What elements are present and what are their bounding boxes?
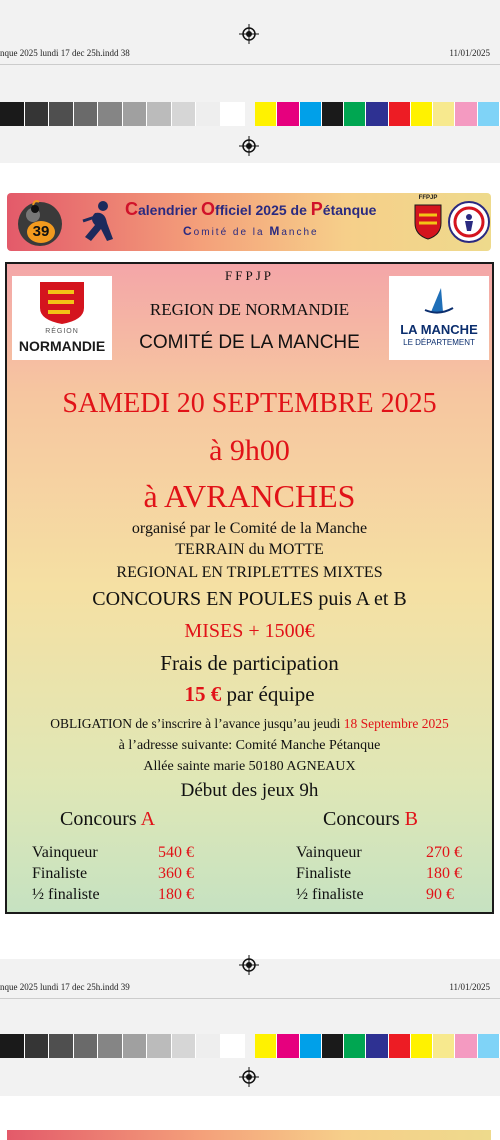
registration-mark-icon [239,136,259,156]
color-swatch [300,1034,322,1058]
gray-swatch [98,1034,123,1058]
prize-value: 540 € [158,844,194,861]
title-initial: C [183,224,194,238]
prize-value: 90 € [426,886,454,903]
logo-manche-small: LE DÉPARTEMENT [403,338,475,347]
tournament-poster [5,262,494,914]
color-swatch [277,1034,299,1058]
organizer-line: organisé par le Comité de la Manche [131,520,368,537]
calendar-header-banner [7,193,491,251]
gray-swatch [147,102,172,126]
gray-swatch [196,1034,221,1058]
address-intro: à l’adresse suivante: Comité Manche Pétanque [118,738,381,753]
registration-mark-icon [239,24,259,44]
title-text: omité de la [193,227,270,238]
color-swatch [366,1034,388,1058]
gray-swatch [49,102,74,126]
color-swatch [344,102,366,126]
concours-a-letter: A [140,808,156,830]
event-time: à 9h00 [209,434,290,467]
logo-region-big: NORMANDIE [18,338,106,354]
prize-label: Finaliste [296,865,352,882]
prize-label: Vainqueur [32,844,98,861]
color-swatch [433,102,455,126]
region-name: REGION DE NORMANDIE [149,300,350,319]
petanque-emblem-icon [447,199,491,245]
color-swatch [455,1034,477,1058]
address-line: Allée sainte marie 50180 AGNEAUX [143,759,356,774]
title-text: étanque [322,202,377,218]
gray-swatch [221,102,246,126]
gray-swatch [98,102,123,126]
title-initial: O [201,199,216,219]
concours-b-letter: B [404,808,419,830]
document-page [0,163,500,959]
fee-unit: par équipe [221,682,315,706]
slug-date-top: 11/01/2025 [449,48,490,58]
color-swatch [411,102,433,126]
color-swatch [478,102,500,126]
gray-swatch [123,1034,148,1058]
gray-swatch [221,1034,246,1058]
slug-file-bottom: nque 2025 lundi 17 dec 25h.indd 39 [0,982,130,992]
start-time: Début des jeux 9h [180,780,319,801]
obligation-line [7,716,492,732]
la-manche-logo [389,276,489,360]
color-swatch [389,1034,411,1058]
concours-a-title [60,808,155,831]
color-bar-bottom [0,1034,500,1058]
calendar-subtitle [183,224,319,238]
trim-line [0,998,500,999]
slug-date-bottom: 11/01/2025 [449,982,490,992]
color-swatch [300,102,322,126]
gray-swatch [0,1034,25,1058]
committee-name: COMITÉ DE LA MANCHE [139,332,360,353]
obligation-date: 18 Septembre 2025 [343,716,449,731]
gray-swatch [74,102,99,126]
format-line: CONCOURS EN POULES puis A et B [92,588,407,610]
event-date: SAMEDI 20 SEPTEMBRE 2025 [62,388,437,419]
prize-label: ½ finaliste [32,886,100,903]
calendar-title [125,199,376,220]
prize-value: 360 € [158,865,194,882]
title-text: fficiel 2025 de [215,202,311,218]
regional-line: REGIONAL EN TRIPLETTES MIXTES [116,564,383,581]
color-swatch [322,102,344,126]
gray-swatch [172,1034,197,1058]
gray-swatch [0,102,25,126]
title-text: alendrier [138,202,202,218]
gray-swatch [123,102,148,126]
registration-mark-icon [239,955,259,975]
gray-swatch [49,1034,74,1058]
prize-label: ½ finaliste [296,886,364,903]
prize-label: Finaliste [32,865,88,882]
prize-value: 180 € [426,865,462,882]
title-initial: M [269,224,282,238]
fee-label: Frais de participation [160,651,339,675]
next-page-strip [0,1096,500,1140]
swatch-gap [245,102,255,126]
concours-b-title [323,808,418,831]
fee-amount: 15 € [184,682,222,706]
gray-swatch [172,102,197,126]
slug-file-top: nque 2025 lundi 17 dec 25h.indd 38 [0,48,130,58]
player-silhouette-icon [75,199,121,247]
mises-line: MISES + 1500€ [184,620,315,642]
sail-icon [423,284,455,316]
color-swatch [322,1034,344,1058]
next-page-header-banner [7,1130,491,1140]
trim-line [0,64,500,65]
title-initial: C [125,199,138,219]
title-text: anche [281,227,319,238]
logo-region-small: RÉGION [45,328,79,335]
gray-swatch [25,1034,50,1058]
gray-swatch [147,1034,172,1058]
prize-value: 270 € [426,844,462,861]
logo-manche-big: LA MANCHE [400,322,478,337]
ffpjp-label: FFPJP [418,195,438,201]
normandie-lions-icon [38,280,86,326]
color-swatch [277,102,299,126]
color-swatch [478,1034,500,1058]
color-bar-top [0,102,500,126]
concours-a-label: Concours [60,808,141,830]
event-place: à AVRANCHES [143,478,356,514]
gray-swatch [25,102,50,126]
color-swatch [433,1034,455,1058]
fee-line [7,682,492,707]
obligation-text: OBLIGATION de s’inscrire à l’avance jusqu’au jeudi [50,716,344,731]
department-number-badge: 39 [27,221,55,243]
registration-mark-icon [239,1067,259,1087]
title-initial: P [310,199,323,219]
color-swatch [255,102,277,126]
color-swatch [344,1034,366,1058]
color-swatch [455,102,477,126]
concours-b-label: Concours [323,808,405,830]
gray-swatch [196,102,221,126]
gray-swatch [74,1034,99,1058]
color-swatch [411,1034,433,1058]
prize-value: 180 € [158,886,194,903]
terrain-line: TERRAIN du MOTTE [175,541,324,558]
prize-label: Vainqueur [296,844,362,861]
color-swatch [389,102,411,126]
org-name: FFPJP [225,268,274,283]
color-swatch [366,102,388,126]
color-swatch [255,1034,277,1058]
region-normandie-logo [12,276,112,360]
swatch-gap [245,1034,255,1058]
ffpjp-shield-icon [413,201,443,241]
